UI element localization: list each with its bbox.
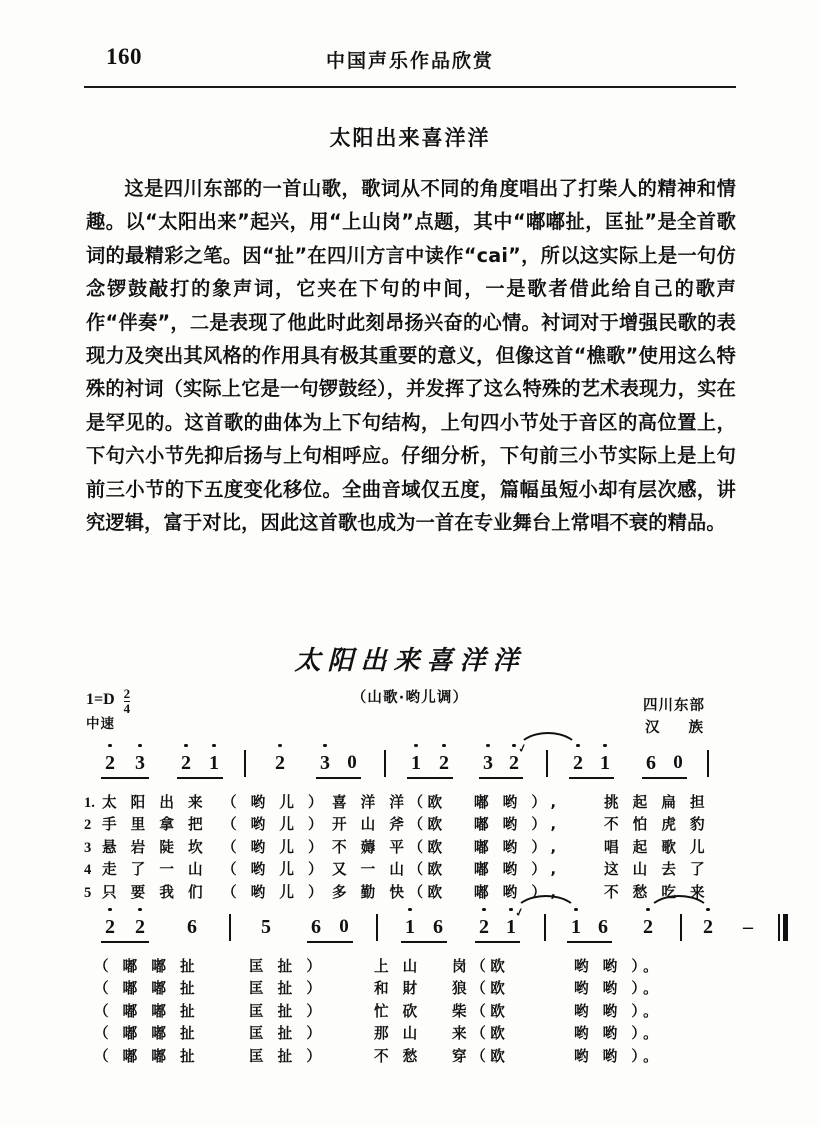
barline [707,750,709,777]
octave-dot-icon [323,744,326,747]
lyric-segment: 挑 起 扁 担 [604,794,710,811]
verse-number: 4 [84,862,92,879]
note: 1 [597,752,613,775]
lyrics-block-1 [84,792,736,904]
lyric-segment: 穿（欧 [452,1047,510,1065]
octave-dot-icon [442,744,445,747]
verse-number: 2 [84,817,92,834]
key-signature [86,686,130,714]
lyric-segment: （ 哟 儿 ） [222,838,328,856]
octave-dot-icon [482,908,485,911]
lyric-line [84,956,736,978]
lyric-segment: 不 怕 虎 豹 [604,816,710,834]
verse-number: 5 [84,884,92,901]
note: 1 [408,752,424,775]
lyric-segment: 又 一 山（欧 [332,861,447,879]
lyric-line [84,837,736,859]
note: 2 [132,916,148,939]
barline [680,914,682,941]
octave-dot-icon [108,908,111,911]
beam [101,777,149,779]
lyric-segment: 来（欧 [452,1025,510,1043]
grace-note-icon: ✓ [516,742,529,756]
note: 3 [480,752,496,775]
beam [101,941,149,943]
lyric-segment: 嘟 哟 ）, [474,838,561,856]
lyric-segment: 多 勤 快（欧 [332,883,447,901]
note: 5 [261,916,271,938]
lyric-segment: 嘟 哟 ）, [474,816,561,834]
lyric-segment: （ 哟 儿 ） [222,861,328,879]
note: 6 [187,916,197,938]
lyric-segment: 开 山 斧（欧 [332,816,447,834]
notation-system-1 [84,744,736,904]
lyric-segment: 嘟 哟 ）, [474,794,561,811]
beam [177,777,223,779]
note: 2 [506,752,522,775]
note: 1 [402,916,418,939]
essay-paragraph: 这是四川东部的一首山歌，歌词从不同的角度唱出了打柴人的精神和情趣。以“太阳出来”起兴，用“上山岗”点题，其中“嘟嘟扯，匡扯”是全首歌词的最精彩之笔。因“扯”在四川方言中读作“cai”，所以这实际上是一句仿念锣鼓敲打的象声词，它夹在下句的中间，一是歌者借此给自己的歌声作“伴奏”，二是表现了他此时此刻昂扬兴奋的心情。衬词对于增强民歌的表现力及突出其风格的作用具有极其重要的意义，但像这首“樵歌”使用这么特殊的衬词（实际上它是一句锣鼓经），并发挥了这么特殊的艺术表现力，实在是罕见的。这首歌的曲体为上下句结构，上句四小节处于音区的高位置上，下句六小节先抑后扬与上句相呼应。仔细分析，下句前三小节实际上是上句前三小节的下五度变化移位。全曲音域仅五度，篇幅虽短小却有层次感，讲究逻辑，富于对比，因此这首歌也成为一首在专业舞台上常唱不衰的精品。 [86,177,736,535]
octave-dot-icon [184,744,187,747]
note-row-1 [84,744,736,790]
lyric-segment: 手 里 拿 把 [102,816,208,834]
ethnicity-label: 汉 族 [644,720,716,736]
score-subtitle: （山歌·哟儿调） [351,690,469,706]
lyric-segment: （ 嘟 嘟 扯 [94,958,200,975]
octave-dot-icon [212,744,215,747]
beam [475,941,520,943]
grace-note-icon: ✓ [513,906,526,920]
lyric-line [84,792,736,814]
lyric-segment: （ 嘟 嘟 扯 [94,1002,200,1020]
note: 2 [436,752,452,775]
note: 1 [206,752,222,775]
barline [544,914,546,941]
note: 1 [568,916,584,939]
book-title: 中国声乐作品欣赏 [325,50,494,72]
tie-slur [516,732,580,752]
region-label: 四川东部 [643,698,705,714]
lyric-segment: 喜 洋 洋（欧 [332,794,447,811]
beam [479,777,523,779]
meter-numerator: 2 [123,686,131,701]
note: 3 [317,752,333,775]
lyric-segment: 和 財 [374,980,422,998]
beam [569,777,614,779]
octave-dot-icon [408,908,411,911]
running-header [84,40,736,86]
notation-system-2 [84,906,753,1068]
note: 2 [102,752,118,775]
octave-dot-icon [108,744,111,747]
note: 2 [570,752,586,775]
note: 2 [178,752,194,775]
octave-dot-icon [138,908,141,911]
lyric-segment: 唱 起 歌 儿 [604,838,710,856]
lyric-segment: （ 哟 儿 ） [222,883,328,901]
barline [376,914,378,941]
note: 6 [598,916,608,938]
lyric-segment: 这 山 去 了 [604,861,710,879]
octave-dot-icon [486,744,489,747]
page-number: 160 [106,44,142,69]
lyric-segment: 嘟 哟 ）, [474,861,561,879]
lyric-segment: 忙 砍 [374,1002,422,1020]
note: 2 [476,916,492,939]
octave-dot-icon [509,908,512,911]
lyric-segment: 匡 扯 ） [249,958,326,975]
lyric-segment: （ 嘟 嘟 扯 [94,1025,200,1043]
lyric-segment: （ 嘟 嘟 扯 [94,980,200,998]
barline [229,914,231,941]
lyrics-block-2 [84,956,736,1068]
lyric-line [84,978,736,1000]
lyric-segment: 上 山 [374,958,422,975]
beam [567,941,612,943]
lyric-segment: 岗（欧 [452,958,510,975]
note-row-2 [84,906,753,954]
lyric-segment: 哟 哟 ）。 [574,958,663,975]
essay-body [86,172,736,539]
beam [642,777,687,779]
meter-denominator: 4 [123,700,131,716]
verse-number: 3 [84,839,92,856]
lyric-line [84,1001,736,1023]
octave-dot-icon [278,744,281,747]
lyric-segment: 走 了 一 山 [102,861,208,879]
time-signature [124,687,131,715]
octave-dot-icon [603,744,606,747]
lyric-segment: 悬 岩 陡 坎 [102,838,208,856]
key-label: 1=D [86,691,115,709]
barline [384,750,386,777]
note-extension-dash: – [743,916,753,938]
rest: 0 [339,916,349,937]
score-attribution [614,695,734,739]
lyric-segment: 不 薅 平（欧 [332,838,447,856]
barline [244,750,246,777]
note: 2 [272,752,288,775]
tempo-marking: 中速 [86,716,115,732]
lyric-segment: 匡 扯 ） [249,980,326,998]
music-score [84,640,753,1110]
verse-number: 1. [84,795,95,811]
rest: 0 [347,752,357,773]
lyric-segment: 太 阳 出 来 [102,794,208,811]
beam [307,941,353,943]
octave-dot-icon [138,744,141,747]
lyric-segment: 不 愁 [374,1047,422,1065]
lyric-segment: 匡 扯 ） [249,1025,326,1043]
lyric-segment: 哟 哟 ）。 [574,1047,663,1065]
barline [546,750,548,777]
note: 6 [311,916,321,938]
header-divider [84,86,736,88]
lyric-segment: 哟 哟 ）。 [574,1002,663,1020]
note: 2 [102,916,118,939]
lyric-segment: 只 要 我 们 [102,883,208,901]
note: 3 [132,752,148,775]
lyric-line [84,882,736,904]
lyric-line [84,814,736,836]
note: 6 [433,916,443,938]
beam [407,777,453,779]
lyric-segment: （ 哟 儿 ） [222,794,328,811]
lyric-segment: 嘟 哟 ）, [474,883,561,901]
beam [401,941,447,943]
lyric-segment: （ 嘟 嘟 扯 [94,1047,200,1065]
octave-dot-icon [512,744,515,747]
lyric-segment: 柴（欧 [452,1002,510,1020]
note: 2 [700,916,716,939]
lyric-line [84,1046,736,1068]
rest: 0 [673,752,683,773]
lyric-line [84,1023,736,1045]
lyric-segment: 狼（欧 [452,980,510,998]
score-title: 太阳出来喜洋洋 [294,646,526,676]
octave-dot-icon [414,744,417,747]
lyric-segment: 匡 扯 ） [249,1047,326,1065]
note: 1 [503,916,519,939]
beam [316,777,361,779]
lyric-segment: 匡 扯 ） [249,1002,326,1020]
barline-thin [778,914,780,941]
note: 6 [646,752,656,774]
lyric-segment: （ 哟 儿 ） [222,816,328,834]
lyric-segment: 哟 哟 ）。 [574,980,663,998]
note: 2 [640,916,656,939]
barline-thick [783,914,788,941]
page-title: 太阳出来喜洋洋 [329,126,491,150]
lyric-segment: 不 愁 吃 来 [604,883,710,901]
lyric-segment: 那 山 [374,1025,422,1043]
lyric-segment: 哟 哟 ）。 [574,1025,663,1043]
lyric-line [84,859,736,881]
